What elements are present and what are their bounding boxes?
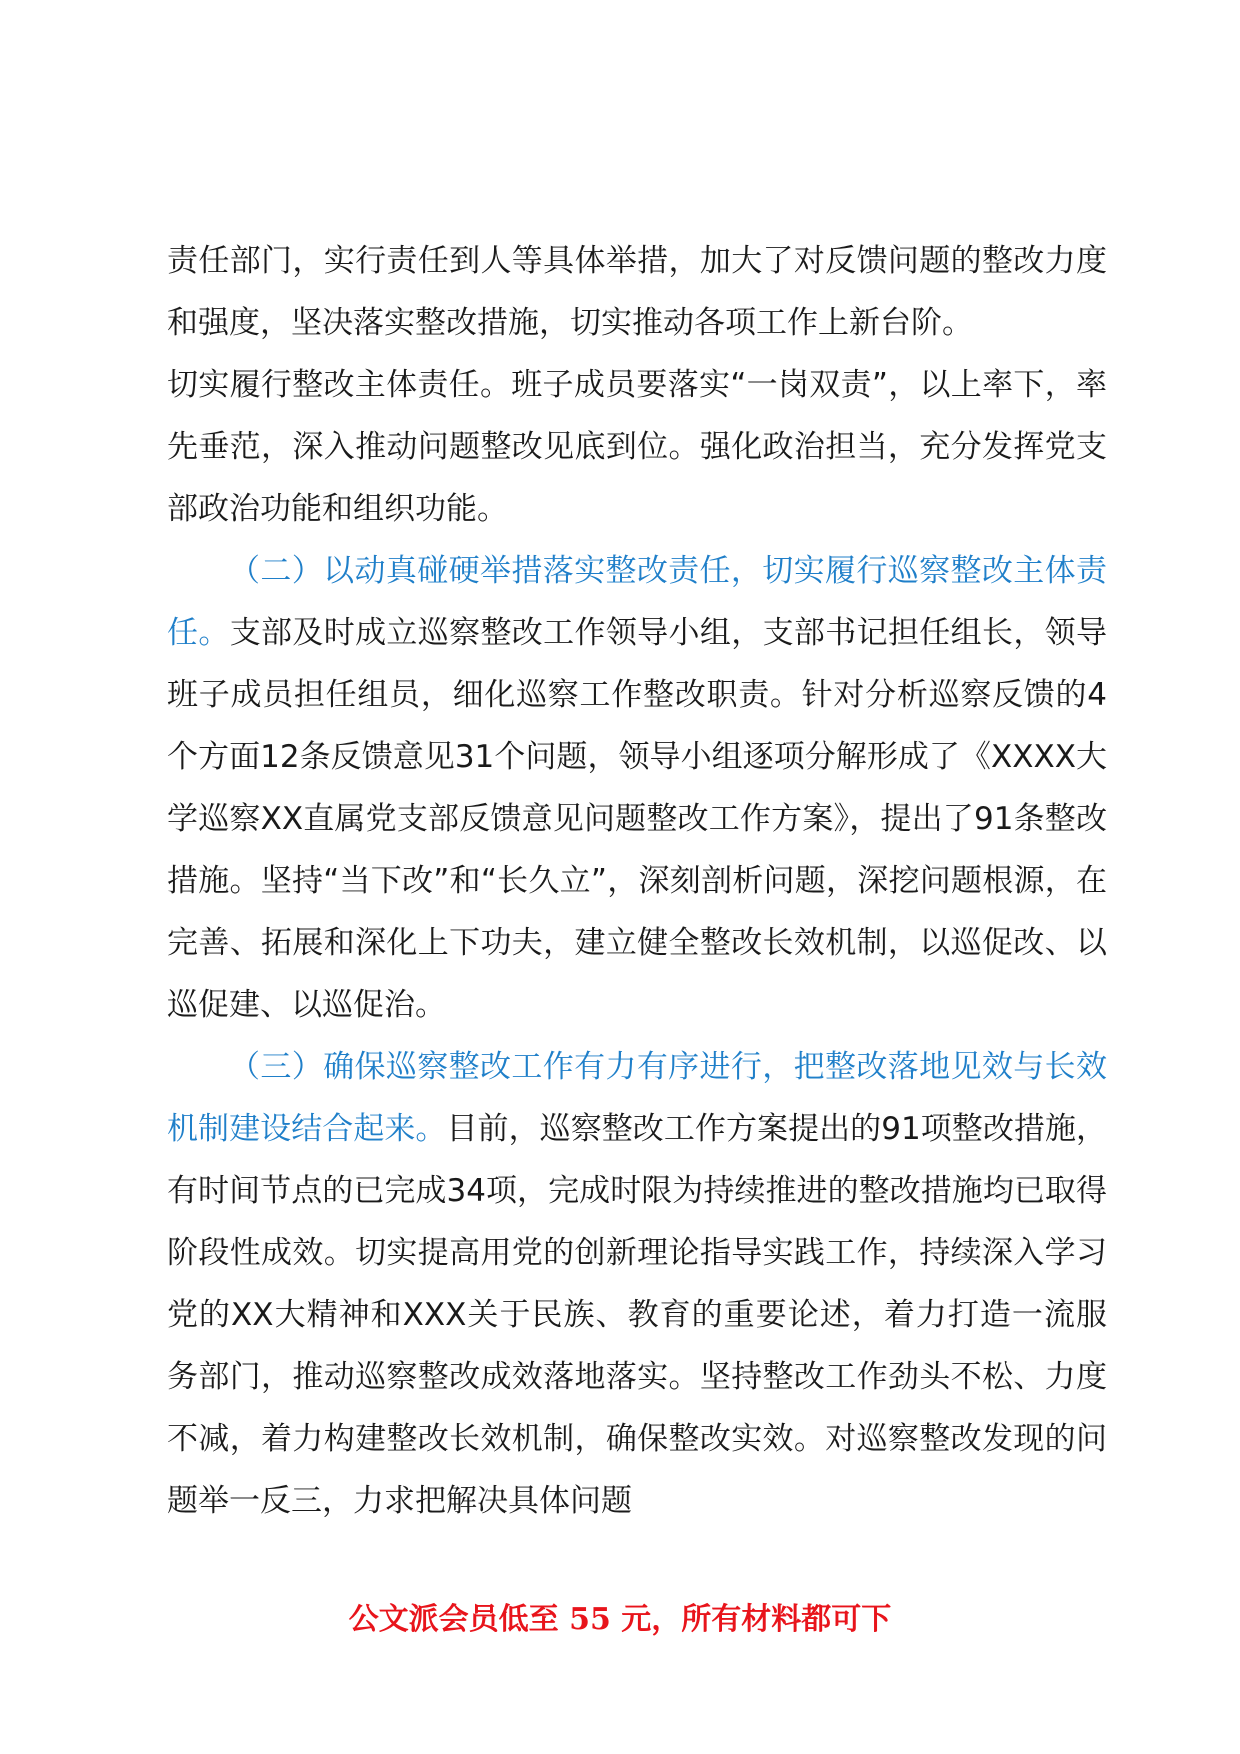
paragraph-2: [167, 354, 1107, 540]
footer-promo-text: 公文派会员低至 55 元，所有材料都可下: [348, 1602, 892, 1637]
paragraph-1-body: 责任部门，实行责任到人等具体举措，加大了对反馈问题的整改力度和强度，坚决落实整改措施，切实推动各项工作上新台阶。: [167, 243, 1107, 341]
section-heading-2: （二）以动真碰硬举措落实整改责任，切实履行巡察整改主体责任。: [167, 553, 1107, 651]
paragraph-4: [167, 1036, 1107, 1532]
paragraph-2-body: 切实履行整改主体责任。班子成员要落实“一岗双责”，以上率下，率先垂范，深入推动问题整改见底到位。强化政治担当，充分发挥党支部政治功能和组织功能。: [167, 367, 1107, 527]
paragraph-1: [167, 230, 1107, 354]
paragraph-3: [167, 540, 1107, 1036]
section-heading-3: （三）确保巡察整改工作有力有序进行，把整改落地见效与长效机制建设结合起来。: [167, 1049, 1107, 1147]
paragraph-3-body: 支部及时成立巡察整改工作领导小组，支部书记担任组长，领导班子成员担任组员，细化巡察工作整改职责。针对分析巡察反馈的4个方面12条反馈意见31个问题，领导小组逐项分解形成了《XXXX大学巡察XX直属党支部反馈意见问题整改工作方案》，提出了91条整改措施。坚持“当下改”和“长久立”，深刻剖析问题，深挖问题根源，在完善、拓展和深化上下功夫，建立健全整改长效机制，以巡促改、以巡促建、以巡促治。: [167, 615, 1108, 1023]
document-page: [167, 230, 1107, 1532]
paragraph-4-body: 目前，巡察整改工作方案提出的91项整改措施，有时间节点的已完成34项，完成时限为持续推进的整改措施均已取得阶段性成效。切实提高用党的创新理论指导实践工作，持续深入学习党的XX大精神和XXX关于民族、教育的重要论述，着力打造一流服务部门，推动巡察整改成效落地落实。坚持整改工作劲头不松、力度不减，着力构建整改长效机制，确保整改实效。对巡察整改发现的问题举一反三，力求把解决具体问题: [167, 1111, 1107, 1519]
